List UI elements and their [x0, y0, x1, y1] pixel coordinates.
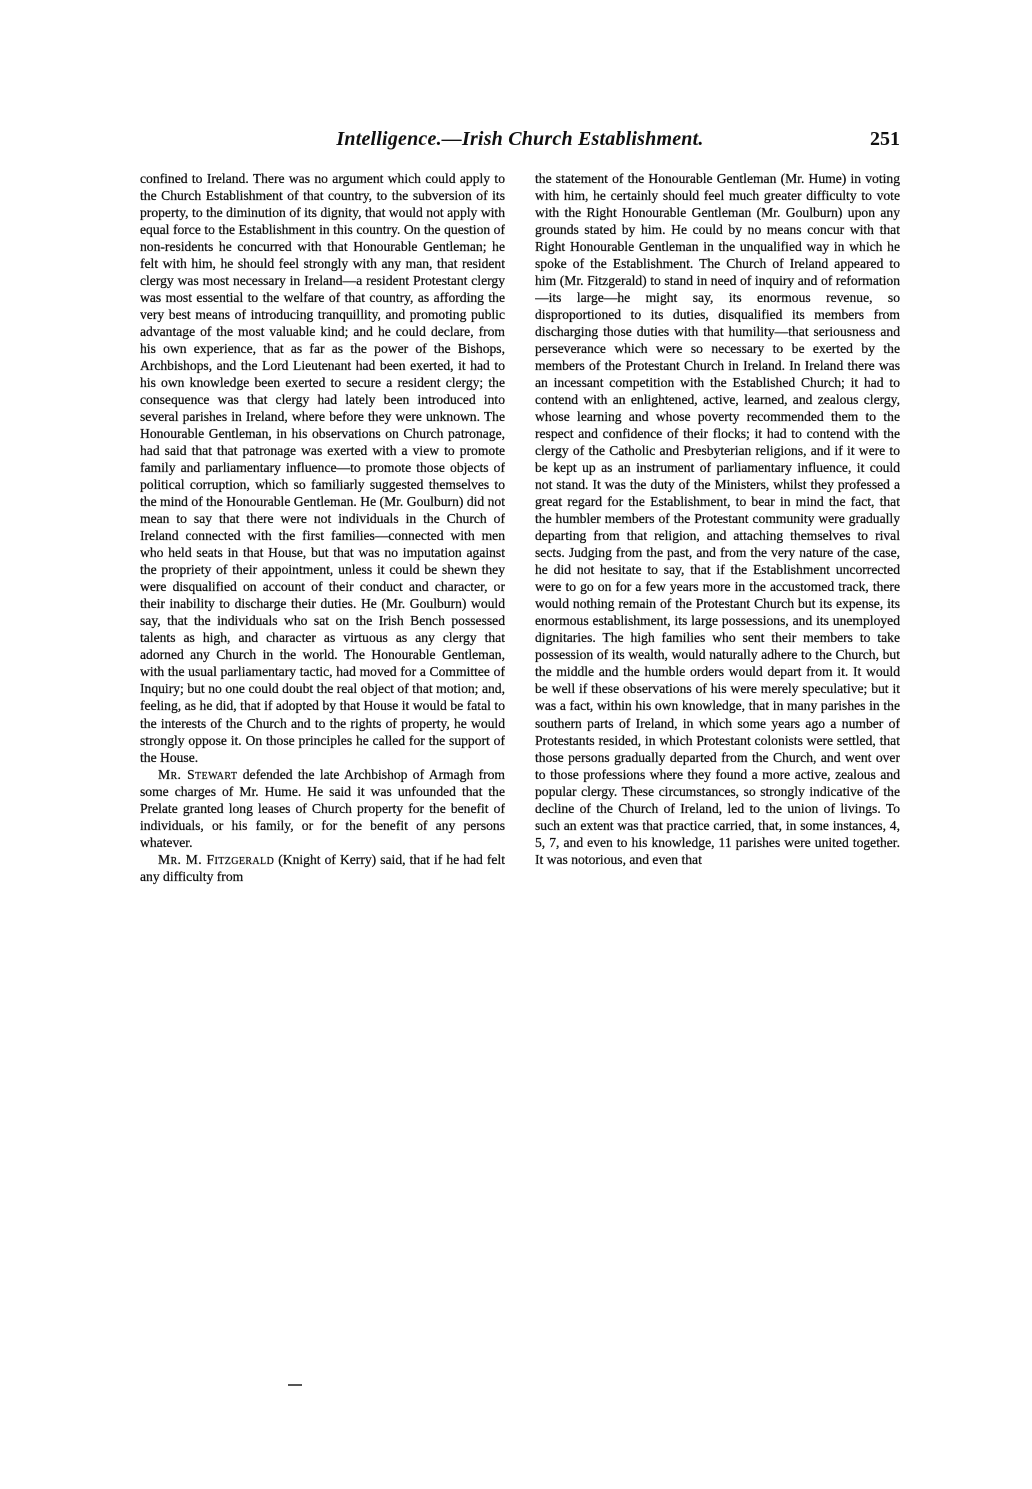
left-paragraph-2-text: defended the late Archbishop of Armagh from some charges of Mr. Hume. He said it was unfounded that the Prelate granted long leases of Church property for the benefit of individuals, or his family, or for the benefit of any persons whatever.: [140, 766, 505, 850]
left-paragraph-1: confined to Ireland. There was no argument which could apply to the Church Establishment of that country, to the subversion of its property, to the diminution of its dignity, that would not apply with equal force to the Establishment in this country. On the question of non-residents he concurred with that Honourable Gentleman; he felt with him, he should feel strongly with any man, that resident clergy was most necessary in Ireland—a resident Protestant clergy was most essential to the welfare of that country, as affording the very best means of introducing tranquillity, and promoting public advantage of the most valuable kind; and he could declare, from his own experience, that as far as the power of the Bishops, Archbishops, and the Lord Lieutenant had been exerted, it had to his own knowledge been exerted to secure a resident clergy; the consequence was that clergy had lately been introduced into several parishes in Ireland, where before they were unknown. The Honourable Gentleman, in his observations on Church patronage, had said that that patronage was exerted with a view to promote family and parliamentary influence—to promote those objects of political corruption, which so familiarly suggested themselves to the mind of the Honourable Gentleman. He (Mr. Goulburn) did not mean to say that there were not individuals in the Church of Ireland connected with the first families—connected with men who held seats in that House, but that was no imputation against the propriety of their appointment, unless it could be shewn they were disqualified on account of their conduct and character, or their inability to discharge their duties. He (Mr. Goulburn) would say, that the individuals who sat on the Irish Bench possessed talents as high, and character as virtuous as any clergy that adorned any Church in the world. The Honourable Gentleman, with the usual parliamentary tactic, had moved for a Committee of Inquiry; but no one could doubt the real object of that motion; and, feeling, as he did, that if adopted by that House it would be fatal to the interests of the Church and to the rights of property, he would strongly oppose it. On those principles he called for the support of the House.: [140, 171, 505, 765]
left-paragraph-3: [140, 851, 505, 885]
speaker-name-fitzgerald: Mr. M. Fitzgerald: [158, 851, 275, 867]
footer-dash: [288, 1384, 302, 1386]
running-title: Intelligence.—Irish Church Establishment.: [336, 128, 704, 150]
left-paragraph-3-text: (Knight of Kerry) said, that if he had felt any difficulty from: [140, 851, 505, 884]
page-number: 251: [870, 128, 900, 150]
right-paragraph-1: the statement of the Honourable Gentleman (Mr. Hume) in voting with him, he certainly should feel much greater difficulty to vote with the Right Honourable Gentleman (Mr. Goulburn) upon any grounds stated by him. He could by no means concur with that Right Honourable Gentleman in the unqualified way in which he spoke of the Establishment. The Church of Ireland appeared to him (Mr. Fitzgerald) to stand in need of inquiry and of reformation—its large—he might say, its enormous revenue, so disproportioned to its duties, disqualified its members from discharging those duties with that humility—that seriousness and perseverance which were so necessary to be exerted by the members of the Protestant Church in Ireland. In Ireland there was an incessant competition with the Established Church; it had to contend with an enlightened, active, learned, and zealous clergy, whose learning and whose poverty recommended them to the respect and confidence of their flocks; it had to contend with the clergy of the Catholic and Presbyterian religions, and if it were to be kept up as an instrument of parliamentary influence, it could not stand. It was the duty of the Ministers, whilst they professed a great regard for the Establishment, to bear in mind the fact, that the humbler members of the Protestant community were gradually departing from that religion, and attaching themselves to rival sects. Judging from the past, and from the very nature of the case, he did not hesitate to say, that if the Establishment uncorrected were to go on for a few years more in the accustomed track, there would nothing remain of the Protestant Church but its expense, its enormous establishment, its large possessions, and its unemployed dignitaries. The high families who sent their members to take possession of its wealth, would naturally adhere to the Church, but the middle and the humble orders would depart from it. It would be well if these observations of his were merely speculative; but it was a fact, within his own knowledge, that in many parishes in the southern parts of Ireland, in which some years ago a number of Protestants resided, in which Protestant colonists were settled, that those persons gradually departed from the Church, and went over to those professions where they found a more active, zealous and popular clergy. These circumstances, so strongly indicative of the decline of the Church of Ireland, led to the union of livings. To such an extent was that practice carried, that, in some instances, 4, 5, 7, and even to his knowledge, 11 parishes were united together. It was notorious, and even that: [535, 171, 900, 867]
left-column: [140, 170, 505, 1290]
right-column: [535, 170, 900, 1290]
text-columns: [140, 170, 900, 1290]
left-paragraph-2: [140, 766, 505, 851]
speaker-name-stewart: Mr. Stewart: [158, 766, 238, 782]
page-header: [140, 128, 900, 158]
